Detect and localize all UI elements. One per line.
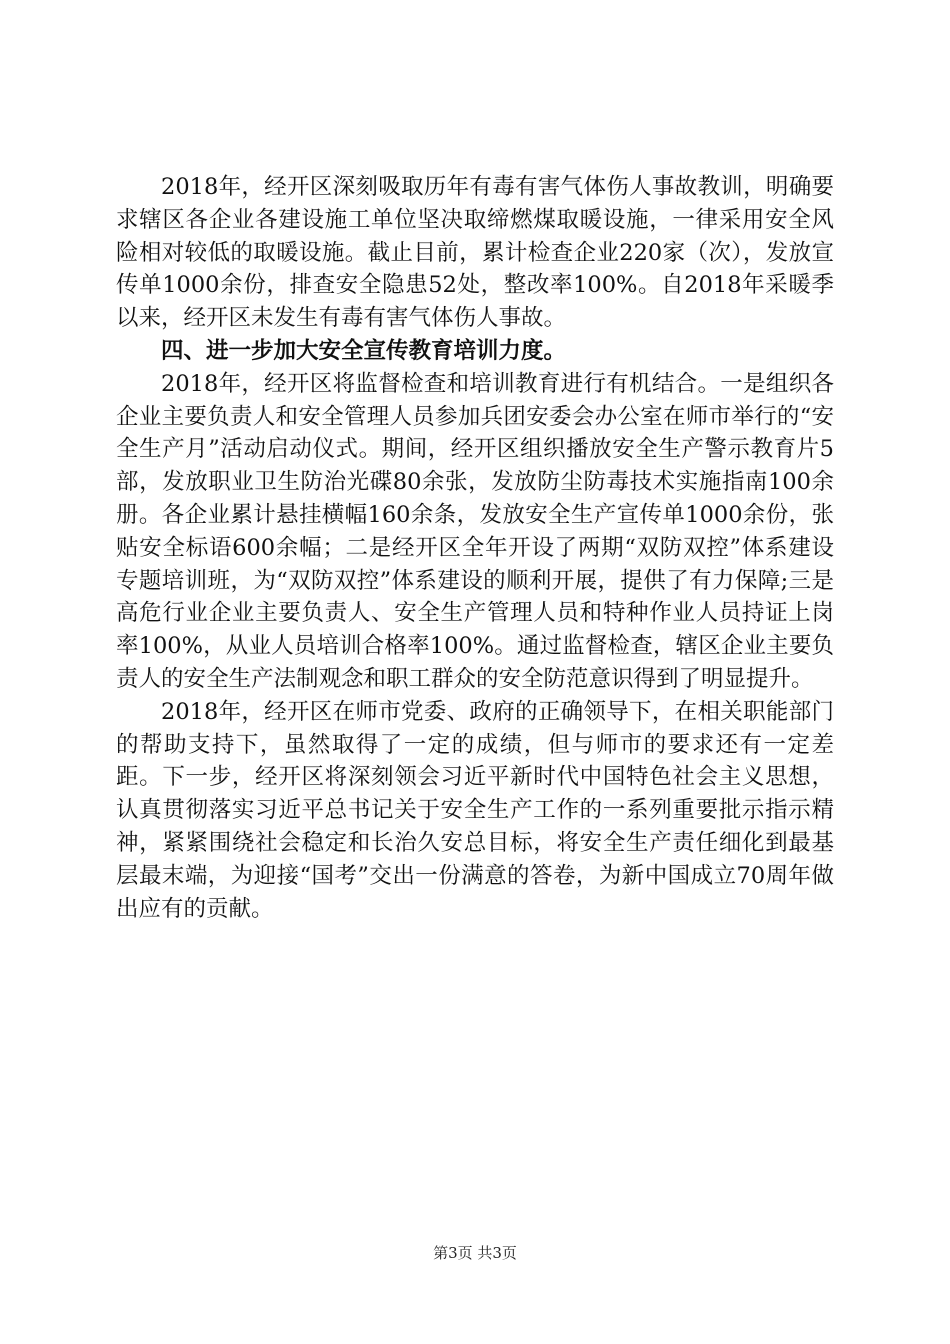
- section-heading-training: 四、进一步加大安全宣传教育培训力度。: [161, 337, 567, 364]
- paragraph-training: 2018年，经开区将监督检查和培训教育进行有机结合。一是组织各企业主要负责人和安全管理人员参加兵团安委会办公室在师市举行的“安全生产月”活动启动仪式。期间，经开区组织播放安全生产警示教育片5部，发放职业卫生防治光碟80余张，发放防尘防毒技术实施指南100余册。各企业累计悬挂横幅160余条，发放安全生产宣传单1000余份，张贴安全标语600余幅；二是经开区全年开设了两期“双防双控”体系建设专题培训班，为“双防双控”体系建设的顺利开展，提供了有力保障;三是高危行业企业主要负责人、安全生产管理人员和特种作业人员持证上岗率100%，从业人员培训合格率100%。通过监督检查，辖区企业主要负责人的安全生产法制观念和职工群众的安全防范意识得到了明显提升。: [116, 370, 834, 692]
- paragraph-heating-safety: 2018年，经开区深刻吸取历年有毒有害气体伤人事故教训，明确要求辖区各企业各建设施工单位坚决取缔燃煤取暖设施，一律采用安全风险相对较低的取暖设施。截止目前，累计检查企业220家（次），发放宣传单1000余份，排查安全隐患52处，整改率100%。自2018年采暖季以来，经开区未发生有毒有害气体伤人事故。: [116, 174, 834, 332]
- paragraph-conclusion: 2018年，经开区在师市党委、政府的正确领导下，在相关职能部门的帮助支持下，虽然取得了一定的成绩，但与师市的要求还有一定差距。下一步，经开区将深刻领会习近平新时代中国特色社会主义思想，认真贯彻落实习近平总书记关于安全生产工作的一系列重要批示指示精神，紧紧围绕社会稳定和长治久安总目标，将安全生产责任细化到最基层最末端，为迎接“国考”交出一份满意的答卷，为新中国成立70周年做出应有的贡献。: [116, 698, 834, 922]
- document-body: [116, 171, 834, 925]
- page-number-footer: 第3页 共3页: [433, 1244, 517, 1262]
